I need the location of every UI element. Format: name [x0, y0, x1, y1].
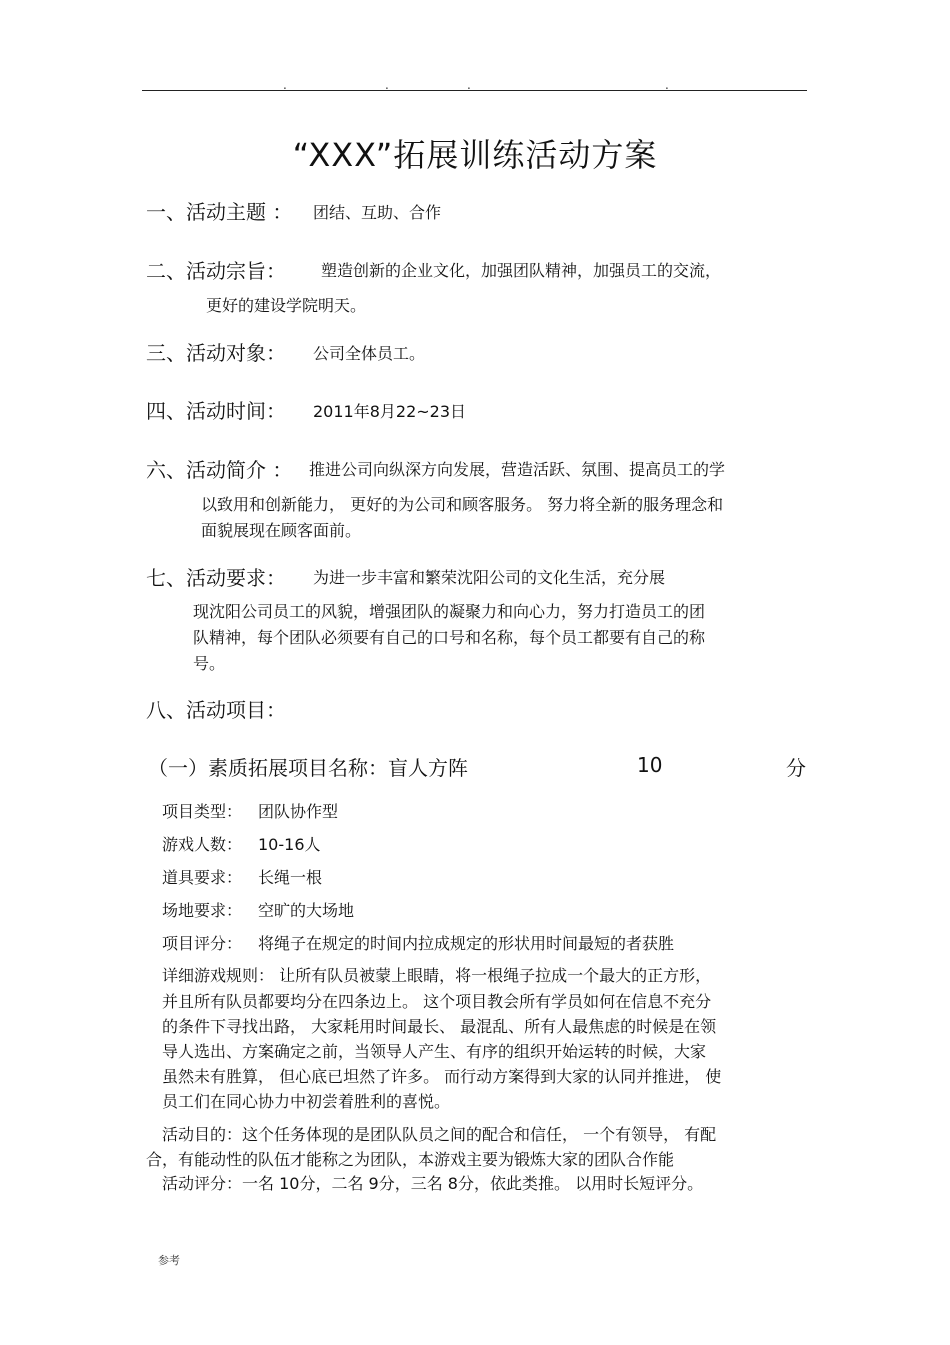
section-theme-heading: 一、活动主题 ：: [146, 200, 293, 224]
document-title: “XXX”拓展训练活动方案: [292, 136, 658, 174]
rules-line: 导人选出、方案确定之前，当领导人产生、有序的组织开始运转的时候，大家: [162, 1042, 707, 1061]
field-label: 道具要求：: [162, 868, 243, 887]
section-intro-line: 以致用和创新能力， 更好的为公司和顾客服务。 努力将全新的服务理念和: [201, 495, 724, 514]
field-value: 将绳子在规定的时间内拉成规定的形状用时间最短的者获胜: [258, 934, 675, 953]
footer-text: 参考: [158, 1254, 180, 1267]
rules-line: 的条件下寻找出路， 大家耗用时间最长、 最混乱、所有人最焦虑的时候是在领: [162, 1017, 717, 1036]
section-intro-line: 推进公司向纵深方向发展，营造活跃、氛围、提高员工的学: [309, 460, 726, 479]
section-target-text: 公司全体员工。: [313, 344, 426, 363]
section-intro-line: 面貌展现在顾客面前。: [201, 521, 362, 540]
section-theme-text: 团结、互助、合作: [313, 203, 442, 222]
section-requirements-line: 队精神，每个团队必须要有自己的口号和名称，每个员工都要有自己的称: [193, 628, 706, 647]
section-time-text: 2011年8月22~23日: [313, 402, 467, 421]
rules-line: 并且所有队员都要均分在四条边上。 这个项目教会所有学员如何在信息不充分: [162, 992, 712, 1011]
section-projects-heading: 八、活动项目：: [146, 698, 286, 722]
section-requirements-line: 现沈阳公司员工的风貌，增强团队的凝聚力和向心力，努力打造员工的团: [193, 602, 706, 621]
field-value: 长绳一根: [258, 868, 323, 887]
field-value: 空旷的大场地: [258, 901, 355, 920]
rules-line: 详细游戏规则： 让所有队员被蒙上眼睛，将一根绳子拉成一个最大的正方形，: [162, 966, 712, 985]
header-dot: .: [283, 78, 287, 92]
rules-line: 员工们在同心协力中初尝着胜利的喜悦。: [162, 1092, 451, 1111]
section-requirements-line: 号。: [193, 654, 226, 673]
field-label: 项目类型：: [162, 802, 243, 821]
section-purpose-line: 塑造创新的企业文化，加强团队精神，加强员工的交流，: [321, 261, 722, 280]
section-requirements-heading: 七、活动要求：: [146, 566, 286, 590]
field-label: 场地要求：: [162, 901, 243, 920]
field-value: 10-16人: [258, 835, 321, 854]
section-time-heading: 四、活动时间：: [146, 399, 286, 423]
section-purpose-heading: 二、活动宗旨：: [146, 259, 286, 283]
section-requirements-line: 为进一步丰富和繁荣沈阳公司的文化生活，充分展: [313, 568, 666, 587]
field-label: 游戏人数：: [162, 835, 243, 854]
section-purpose-line: 更好的建设学院明天。: [206, 296, 367, 315]
section-target-heading: 三、活动对象：: [146, 341, 286, 365]
header-dot: .: [467, 78, 471, 92]
project-score-unit: 分: [786, 756, 806, 780]
header-dot: .: [385, 78, 389, 92]
goal-line: 活动目的：这个任务体现的是团队队员之间的配合和信任， 一个有领导， 有配: [162, 1125, 717, 1144]
field-value: 团队协作型: [258, 802, 339, 821]
goal-line: 合，有能动性的队伍才能称之为团队，本游戏主要为锻炼大家的团队合作能: [146, 1150, 675, 1169]
header-rule: [142, 90, 807, 91]
header-dot: .: [665, 78, 669, 92]
scoring-line: 活动评分：一名 10分，二名 9分，三名 8分，依此类推。 以用时长短评分。: [162, 1174, 704, 1193]
section-intro-heading: 六、活动简介 ：: [146, 458, 293, 482]
project-score-value: 10: [637, 753, 663, 777]
field-label: 项目评分：: [162, 934, 243, 953]
rules-line: 虽然未有胜算， 但心底已坦然了许多。 而行动方案得到大家的认同并推进， 使: [162, 1067, 722, 1086]
project-name: （一）素质拓展项目名称：盲人方阵: [148, 756, 468, 780]
